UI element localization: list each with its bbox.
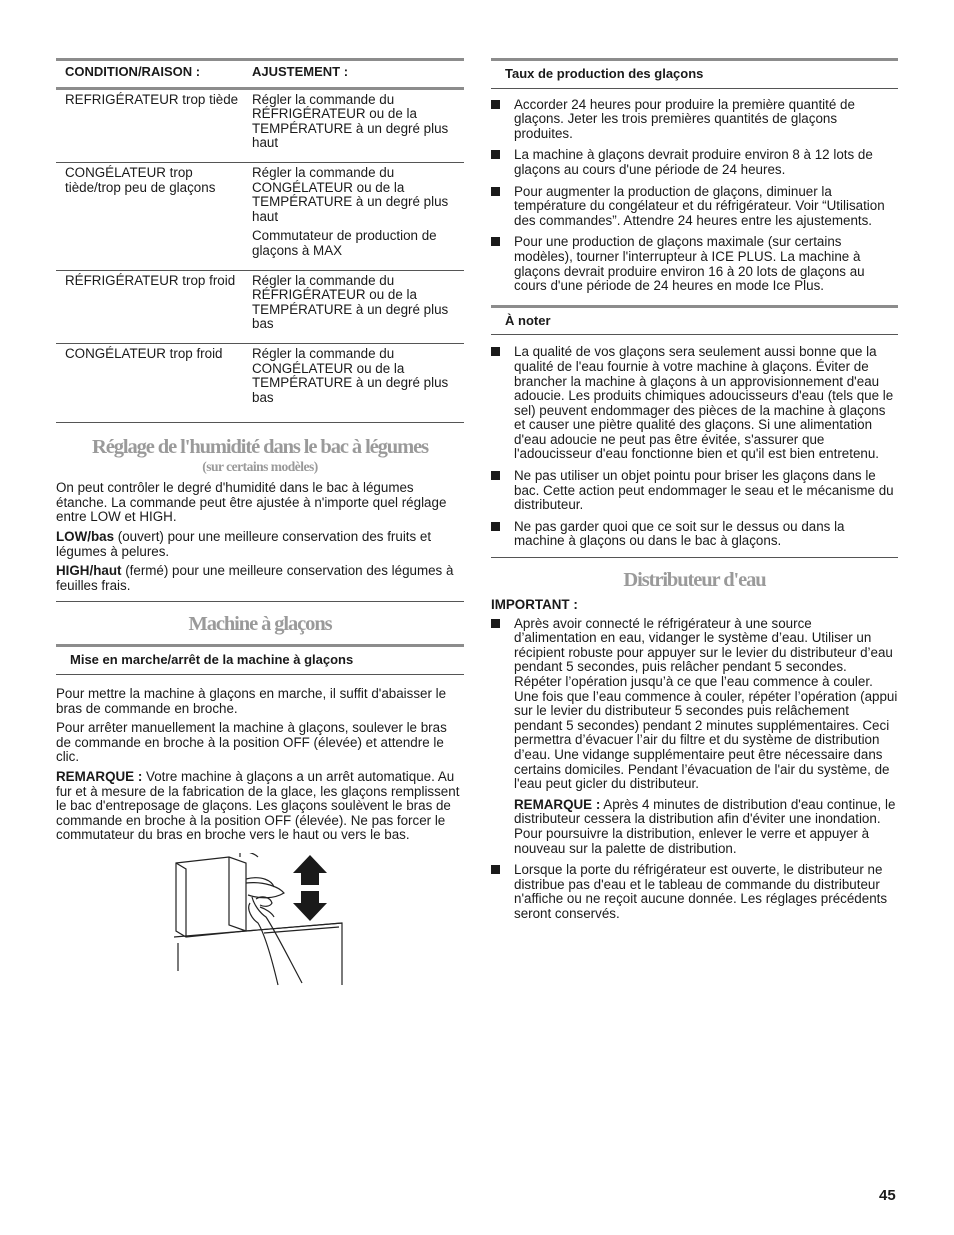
adjustment-cell [243,270,464,343]
icemaker-illustration [174,853,464,997]
table-header-condition: CONDITION/RAISON : [56,60,243,89]
list-item-text: Accorder 24 heures pour produire la première quantité de glaçons. Jeter les trois premières quantités de glaçons produites. [514,96,855,141]
low-text: (ouvert) pour une meilleure conservation des fruits et légumes à pelures. [56,529,432,559]
low-label: LOW/bas [56,529,115,545]
bullet-square-icon [491,237,500,246]
icemaker-off-text: Pour arrêter manuellement la machine à glaçons, soulever le bras de commande en broche à la position OFF (élevée) et attendre le clic. [56,720,447,765]
icemaker-note [56,770,464,843]
list-item [491,863,898,921]
table-row [56,343,464,422]
adjustment-table [56,58,464,423]
icemaker-section-title: Machine à glaçons [188,613,332,636]
bullet-square-icon [491,347,500,356]
humidity-low [56,530,464,559]
humidity-section-title: Réglage de l'humidité dans le bac à légumes [92,436,428,459]
list-item [491,520,898,549]
list-item-text: Lorsque la porte du réfrigérateur est ouverte, le distributeur ne distribue pas d'eau et le tableau de commande du distributeur n'affiche ou ne reçoit aucune donnée. Les réglages précédents seront conservés. [514,862,888,921]
condition-cell: RÉFRIGÉRATEUR trop froid [56,270,243,343]
adjustment-cell [243,162,464,270]
important-label: IMPORTANT : [491,597,578,613]
table-row [56,270,464,343]
table-row [56,88,464,162]
up-down-arrow-icon [293,855,327,921]
list-item [491,345,898,462]
humidity-high [56,564,464,593]
list-item [491,185,898,229]
production-subhead: Taux de production des glaçons [491,58,898,89]
condition-cell: REFRIGÉRATEUR trop tiède [56,88,243,162]
adjustment-text: Régler la commande du RÉFRIGÉRATEUR ou de la TEMPÉRATURE à un degré plus bas [252,272,449,332]
high-text: (fermé) pour une meilleure conservation des légumes à feuilles frais. [56,563,454,593]
bullet-square-icon [491,100,500,109]
notes-list [491,345,898,549]
list-item-text: La machine à glaçons devrait produire environ 8 à 12 lots de glaçons au cours d'une période de 24 heures. [514,147,873,177]
bullet-square-icon [491,150,500,159]
adjustment-text: Régler la commande du CONGÉLATEUR ou de la TEMPÉRATURE à un degré plus haut [252,164,449,224]
left-column [56,58,464,997]
table-row [56,162,464,270]
adjustment-text: Régler la commande du RÉFRIGÉRATEUR ou de la TEMPÉRATURE à un degré plus haut [252,91,449,151]
list-item-text: La qualité de vos glaçons sera seulement aussi bonne que la qualité de l'eau fournie à votre machine à glaçons. Éviter de brancher la machine à glaçons à un approvisionnement d'eau adoucie. Les produits chimiques adoucisseurs d'eau (tels que le sel) peuvent endommager des pièces de la machine à glaçons et causer une piètre qualité des glaçons. Si une alimentation d'eau adoucie ne peut pas être évitée, s'assurer que l'adoucisseur d'eau fonctionne bien et qu'il est bien entretenu. [514,344,894,462]
table-header-adjustment: AJUSTEMENT : [243,60,464,89]
dispenser-section-title: Distributeur d'eau [623,569,766,592]
note-text: Après 4 minutes de distribution d'eau continue, le distributeur cessera la distribution afin d'éviter une inondation. Pour poursuivre la distribution, enlever le verre et appuyer à nouveau sur la palette de distribution. [514,796,896,856]
bullet-square-icon [491,865,500,874]
condition-cell: CONGÉLATEUR trop froid [56,343,243,422]
list-item-text: Pour une production de glaçons maximale (sur certains modèles), tourner l'interrupteur à ICE PLUS. La machine à glaçons devrait produire environ 16 à 20 lots de glaçons au cours d'une période de 24 heures en mode Ice Plus. [514,234,865,294]
adjustment-cell [243,88,464,162]
bullet-square-icon [491,471,500,480]
adjustment-text: Régler la commande du CONGÉLATEUR ou de la TEMPÉRATURE à un degré plus bas [252,345,449,405]
list-item-text: Ne pas garder quoi que ce soit sur le dessus ou dans la machine à glaçons ou dans le bac à glaçons. [514,518,845,549]
dispenser-note [514,798,898,856]
list-item-text: Ne pas utiliser un objet pointu pour briser les glaçons dans le bac. Cette action peut endommager le seau et le mécanisme du distributeur. [514,468,894,513]
icemaker-on-text: Pour mettre la machine à glaçons en marche, il suffit d'abaisser le bras de commande en broche. [56,686,447,716]
list-item [491,235,898,293]
list-item [491,469,898,513]
note-label: REMARQUE : [514,796,601,812]
humidity-intro: On peut contrôler le degré d'humidité dans le bac à légumes étanche. La commande peut être ajustée à n'importe quel réglage entre LOW et HIGH. [56,480,447,525]
note-label: REMARQUE : [56,769,143,784]
list-item [491,98,898,142]
bullet-square-icon [491,187,500,196]
bullet-square-icon [491,619,500,628]
production-list [491,98,898,294]
bullet-square-icon [491,522,500,531]
adjustment-cell [243,343,464,422]
humidity-section-subtitle: (sur certains modèles) [202,459,318,475]
adjustment-text: Commutateur de production de glaçons à MAX [252,228,437,258]
note-text: Votre machine à glaçons a un arrêt automatique. Au fur et à mesure de la fabrication de la glace, les glaçons remplissent le bac d'entreposage de glaçons. Les glaçons soulèvent le bras de commande en broche à la position OFF (élevée). Ne pas forcer le commutateur du bras en broche vers le haut ou vers le bas. [56,769,460,843]
right-column [491,58,898,929]
dispenser-list [491,617,898,922]
list-item-text: Pour augmenter la production de glaçons, diminuer la température du congélateur et du réfrigérateur. Voir “Utilisation des commandes”. Attendre 24 heures entre les ajustements. [514,183,885,228]
condition-cell: CONGÉLATEUR trop tiède/trop peu de glaçons [56,162,243,270]
icemaker-subhead: Mise en marche/arrêt de la machine à glaçons [56,644,464,675]
notes-subhead: À noter [491,305,898,336]
list-item [491,148,898,177]
list-item [491,617,898,857]
icemaker-arm-illustration [174,853,349,993]
list-item-text: Après avoir connecté le réfrigérateur à une source d’alimentation en eau, vidanger le système d’eau. Utiliser un récipient robuste pour appuyer sur le levier du distributeur d’eau pendant 5 secondes, puis relâcher pendant 5 secondes. Répéter l’opération jusqu’à ce que l’eau commence à couler. Une fois que l’eau commence à couler, répéter l’opération (appui sur le levier du distributeur 5 secondes puis relâchement pendant 5 secondes) pendant 2 minutes supplémentaires. Ceci permettra d’évacuer l’air du filtre et du système de distribution d’eau. Une vidange supplémentaire peut être nécessaire dans certains domiciles. Pendant l’évacuation de l'air du système, de l'eau peut gicler du distributeur. [514,615,898,792]
page-number: 45 [879,1187,896,1204]
high-label: HIGH/haut [56,563,122,579]
